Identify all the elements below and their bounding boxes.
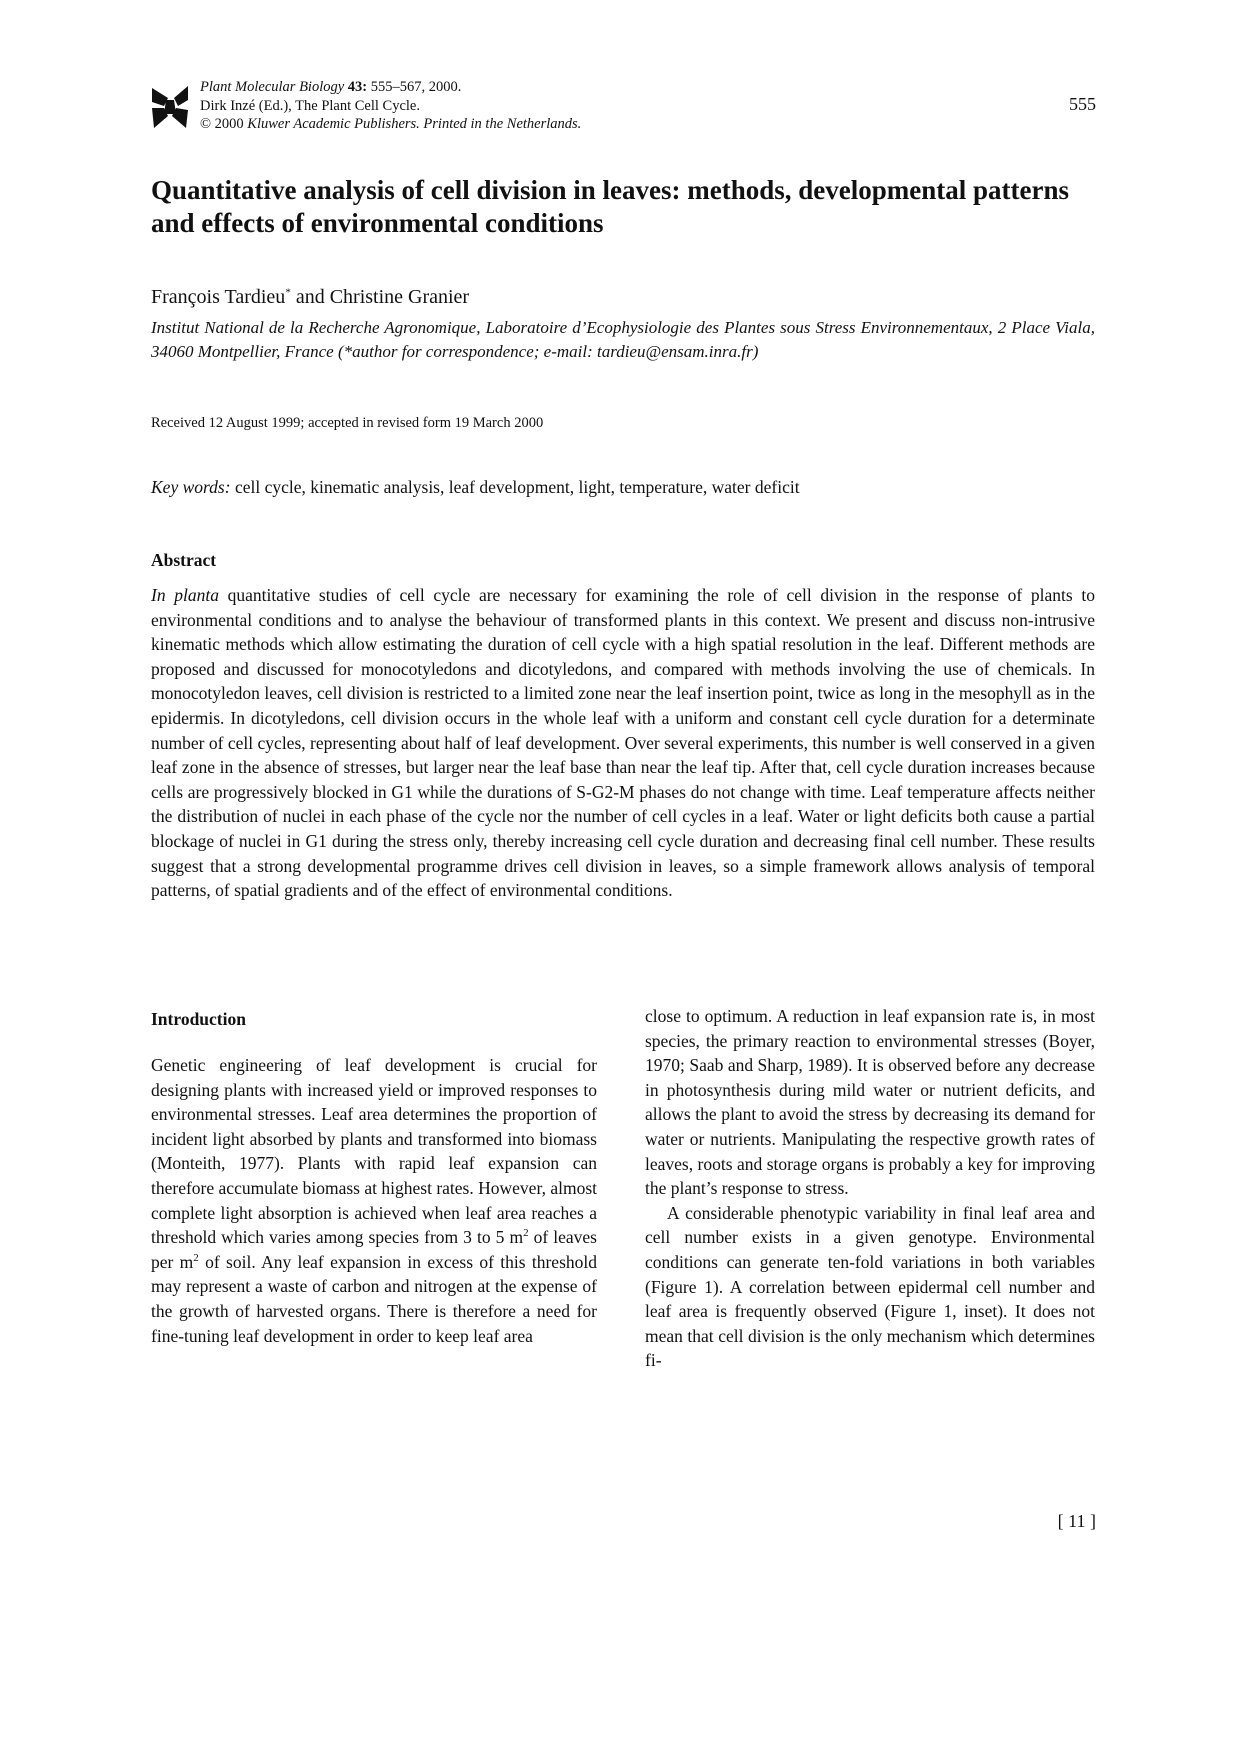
editor-line: Dirk Inzé (Ed.), The Plant Cell Cycle. — [200, 97, 420, 114]
page-number: 555 — [1069, 94, 1096, 114]
superscript: 2 — [193, 1251, 199, 1264]
intro-text-3: of soil. Any leaf expansion in excess of this threshold may represent a waste of carbon and nitrogen at the expense of the growth of harvested organs. There is therefore a need for fine-tuning leaf development in order to keep leaf area — [151, 1251, 597, 1346]
intro-paragraph: A considerable phenotypic variability in final leaf area and cell number exists in a given genotype. Environmental conditions can generate ten-fold variations in both variables (Figure 1). A correlation between epidermal cell number and leaf area is frequently observed (Figure 1, inset). It does not mean that cell division is the only mechanism which determines fi- — [645, 1202, 1095, 1371]
journal-name: Plant Molecular Biology — [200, 79, 345, 95]
abstract-heading: Abstract — [151, 550, 217, 570]
intro-paragraph: close to optimum. A reduction in leaf expansion rate is, in most species, the primary reaction to environmental stresses (Boyer, 1970; Saab and Sharp, 1989). It is observed before any decrease in photosynthesis during mild water or nutrient deficits, and allows the plant to avoid the stress by decreasing its demand for water or nutrients. Manipulating the respective growth rates of leaves, roots and storage organs is probably a key for improving the plant’s response to stress. — [645, 1006, 1095, 1199]
introduction-column-1 — [151, 1053, 597, 1348]
keywords — [151, 477, 800, 498]
publisher-line: Kluwer Academic Publishers. Printed in the Netherlands. — [247, 116, 582, 132]
copyright-year: © 2000 — [200, 116, 248, 132]
abstract-lead: In planta — [151, 585, 219, 605]
superscript: 2 — [523, 1227, 529, 1240]
affiliation: Institut National de la Recherche Agronomique, Laboratoire d’Ecophysiologie des Plantes sous Stress Environnementaux, 2 Place Viala, 34060 Montpellier, France (*author for correspondence; e-mail: tardieu@ensam.inra.fr) — [151, 318, 1095, 361]
correspondence-mark: * — [285, 286, 291, 299]
authors — [151, 286, 469, 309]
intro-text-1: Genetic engineering of leaf development is crucial for designing plants with increased yield or improved responses to environmental stresses. Leaf area determines the proportion of incident light absorbed by plants and transformed into biomass (Monteith, 1977). Plants with rapid leaf expansion can therefore accumulate biomass at highest rates. However, almost complete light absorption is achieved when leaf area reaches a threshold which varies among species from 3 to 5 m — [151, 1055, 597, 1248]
received-dates: Received 12 August 1999; accepted in revised form 19 March 2000 — [151, 415, 544, 431]
author-1: François Tardieu — [151, 286, 286, 308]
publisher-logo-icon — [150, 84, 190, 130]
introduction-column-2 — [645, 1004, 1095, 1373]
keywords-label: Key words: — [151, 477, 231, 497]
intro-text-2: of leaves per m — [151, 1227, 597, 1272]
article-title: Quantitative analysis of cell division in leaves: methods, developmental patterns and effects of environmental conditions — [151, 175, 1069, 238]
introduction-heading: Introduction — [151, 1009, 246, 1029]
journal-pages: 555–567, 2000. — [367, 79, 462, 95]
footer-page-number: [ 11 ] — [1057, 1511, 1096, 1531]
journal-volume: 43: — [347, 79, 368, 95]
abstract-body — [151, 583, 1095, 903]
keywords-list: cell cycle, kinematic analysis, leaf development, light, temperature, water deficit — [230, 477, 800, 497]
author-2: and Christine Granier — [290, 286, 470, 308]
abstract-text: quantitative studies of cell cycle are necessary for examining the role of cell division in the response of plants to environmental conditions and to analyse the behaviour of transformed plants in this context. We present and discuss non-intrusive kinematic methods which allow estimating the duration of cell cycle with a high spatial resolution in the leaf. Different methods are proposed and discussed for monocotyledons and dicotyledons, and compared with methods involving the use of chemicals. In monocotyledon leaves, cell division is restricted to a limited zone near the leaf insertion point, twice as long in the mesophyll as in the epidermis. In dicotyledons, cell division occurs in the whole leaf with a uniform and constant cell cycle duration for a determinate number of cell cycles, representing about half of leaf development. Over several experiments, this number is well conserved in a given leaf zone in the absence of stresses, but larger near the leaf base than near the leaf tip. After that, cell cycle duration increases because cells are progressively blocked in G1 while the durations of S-G2-M phases do not change with time. Leaf temperature affects neither the distribution of nuclei in each phase of the cycle nor the number of cell cycles in a leaf. Water or light deficits both cause a partial blockage of nuclei in G1 during the stress only, thereby increasing cell cycle duration and decreasing final cell number. These results suggest that a strong developmental programme drives cell division in leaves, so a simple framework allows analysis of temporal patterns, of spatial gradients and of the effect of environmental conditions. — [151, 585, 1095, 901]
journal-header — [200, 78, 581, 134]
